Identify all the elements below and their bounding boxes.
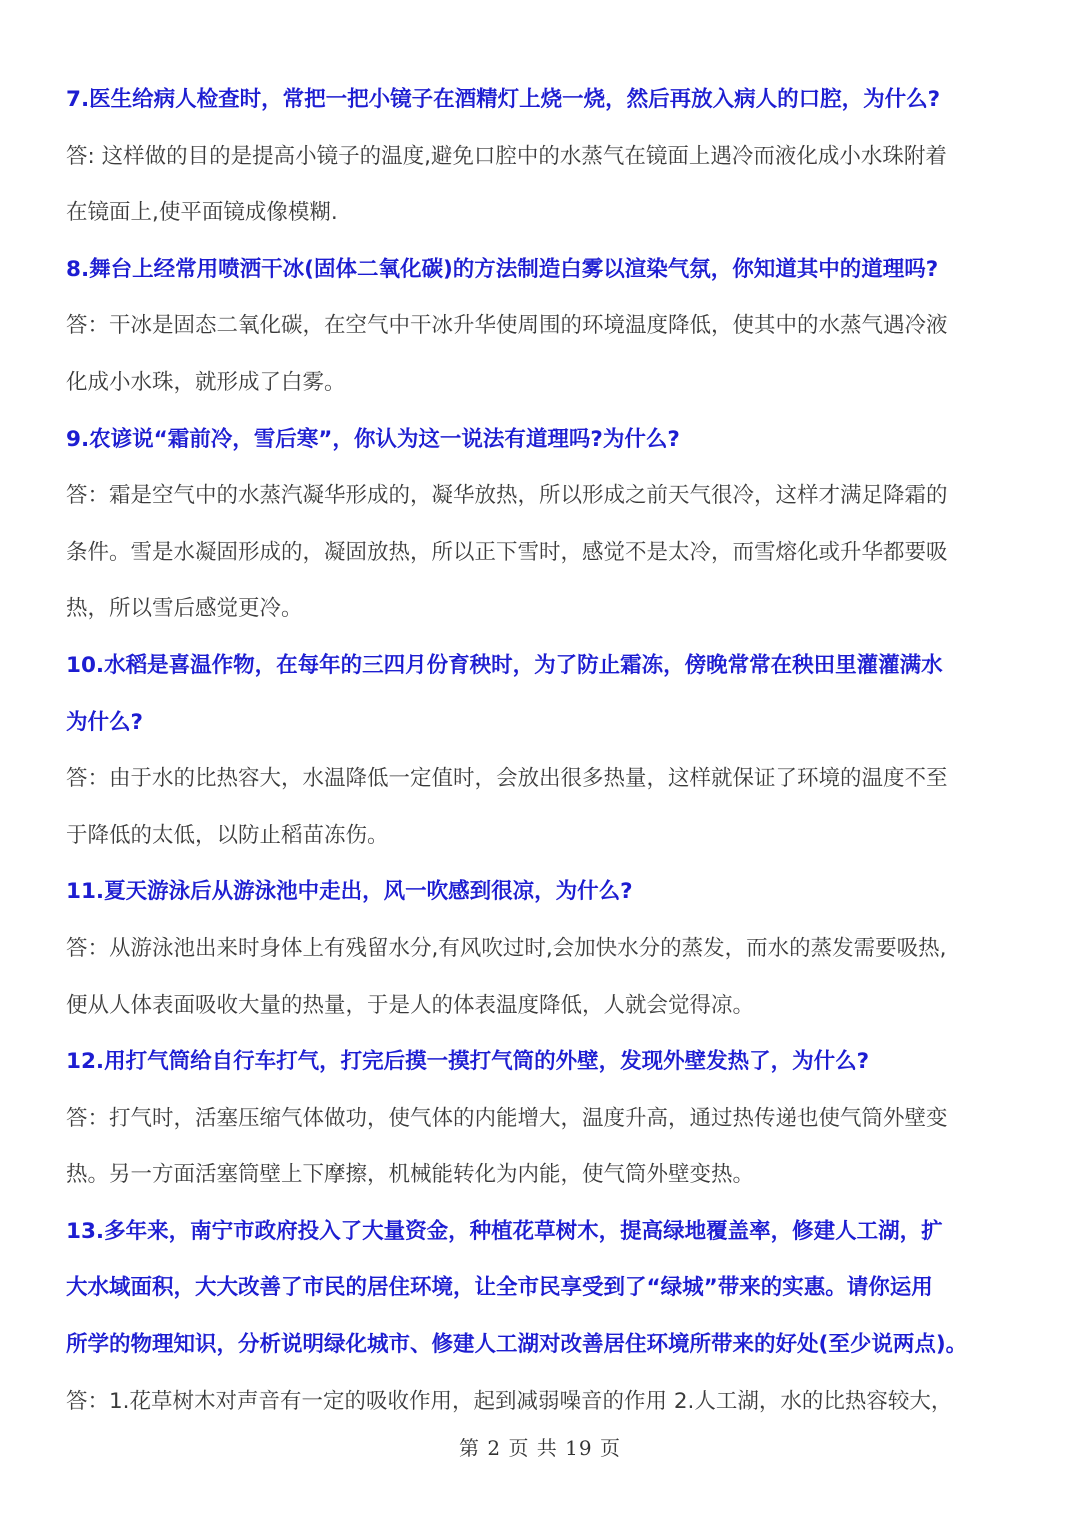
answer-line: 热。另一方面活塞筒壁上下摩擦，机械能转化为内能，使气筒外壁变热。 xyxy=(66,1162,755,1188)
answer-line: 便从人体表面吸收大量的热量，于是人的体表温度降低，人就会觉得凉。 xyxy=(66,992,755,1018)
question-line: 11.夏天游泳后从游泳池中走出，风一吹感到很凉，为什么? xyxy=(66,879,633,905)
answer-line: 答：由于水的比热容大，水温降低一定值时，会放出很多热量，这样就保证了环境的温度不至 xyxy=(66,766,948,792)
answer-line: 于降低的太低，以防止稻苗冻伤。 xyxy=(66,822,389,848)
question-line: 为什么? xyxy=(66,709,143,735)
page-footer: 第 2 页 共 19 页 xyxy=(459,1436,621,1460)
question-line: 8.舞台上经常用喷洒干冰(固体二氧化碳)的方法制造白雾以渲染气氛，你知道其中的道理吗? xyxy=(66,256,939,282)
question-line: 10.水稻是喜温作物，在每年的三四月份育秧时，为了防止霜冻，傍晚常常在秧田里灌灌满水 xyxy=(66,652,943,678)
answer-line: 条件。雪是水凝固形成的，凝固放热，所以正下雪时，感觉不是太冷，而雪熔化或升华都要吸 xyxy=(66,539,948,565)
question-line: 大水域面积，大大改善了市民的居住环境，让全市民享受到了“绿城”带来的实惠。请你运用 xyxy=(66,1275,933,1301)
answer-line: 答：霜是空气中的水蒸汽凝华形成的，凝华放热，所以形成之前天气很冷，这样才满足降霜的 xyxy=(66,483,948,509)
question-line: 13.多年来，南宁市政府投入了大量资金，种植花草树木，提高绿地覆盖率，修建人工湖，扩 xyxy=(66,1218,943,1244)
question-line: 9.农谚说“霜前冷，雪后寒”，你认为这一说法有道理吗?为什么? xyxy=(66,426,680,452)
answer-line: 答：1.花草树木对声音有一定的吸收作用，起到减弱噪音的作用 2.人工湖，水的比热容较大， xyxy=(66,1388,953,1414)
answer-line: 答：从游泳池出来时身体上有残留水分,有风吹过时,会加快水分的蒸发，而水的蒸发需要吸热, xyxy=(66,935,947,961)
question-line: 所学的物理知识，分析说明绿化城市、修建人工湖对改善居住环境所带来的好处(至少说两点)。 xyxy=(66,1332,968,1358)
question-line: 7.医生给病人检查时，常把一把小镜子在酒精灯上烧一烧，然后再放入病人的口腔，为什么? xyxy=(66,87,941,112)
answer-line: 答：干冰是固态二氧化碳，在空气中干冰升华使周围的环境温度降低，使其中的水蒸气遇冷液 xyxy=(66,313,948,339)
answer-line: 在镜面上,使平面镜成像模糊. xyxy=(66,200,338,226)
qa-list xyxy=(66,72,1021,1430)
answer-line: 答：打气时，活塞压缩气体做功，使气体的内能增大，温度升高，通过热传递也使气筒外壁变 xyxy=(66,1105,948,1131)
answer-line: 答: 这样做的目的是提高小镜子的温度,避免口腔中的水蒸气在镜面上遇冷而液化成小水珠附着 xyxy=(66,143,947,169)
answer-line: 热，所以雪后感觉更冷。 xyxy=(66,596,303,622)
answer-line: 化成小水珠，就形成了白雾。 xyxy=(66,369,346,395)
question-line: 12.用打气筒给自行车打气，打完后摸一摸打气筒的外壁，发现外壁发热了，为什么? xyxy=(66,1049,870,1075)
